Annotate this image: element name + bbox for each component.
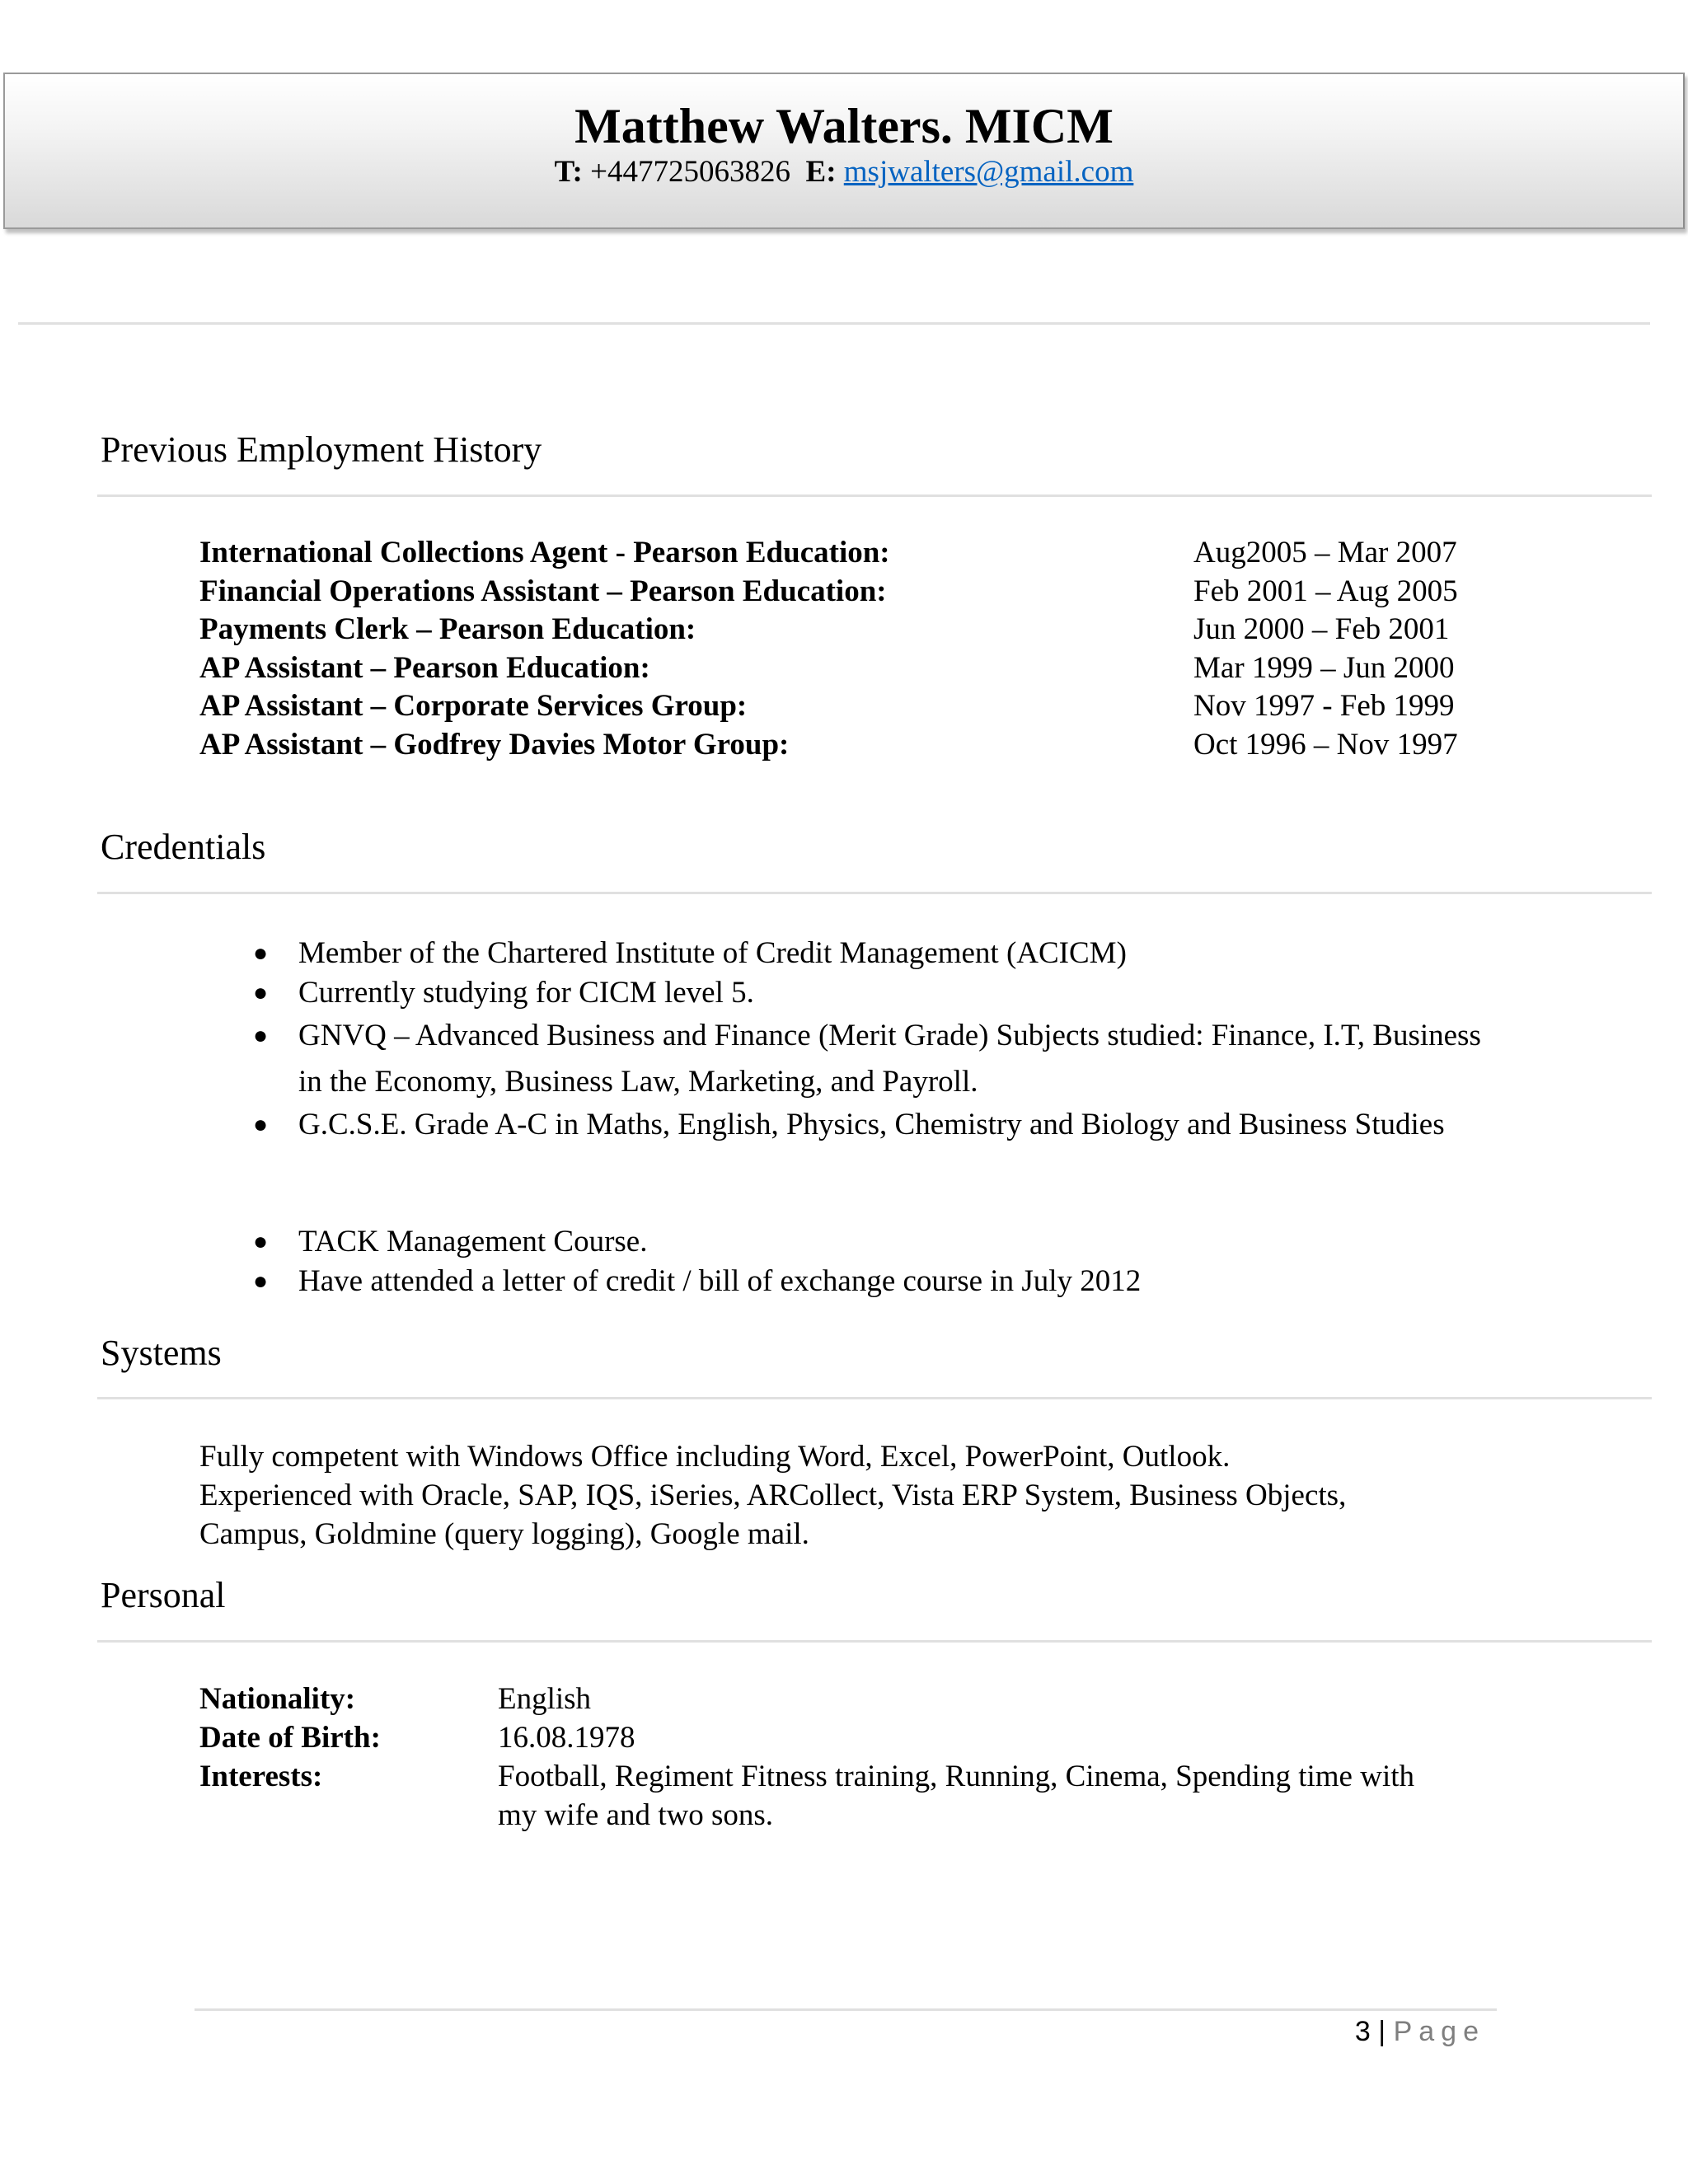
job-row — [199, 611, 1518, 649]
email-link[interactable]: msjwalters@gmail.com — [843, 155, 1134, 189]
systems-line: Experienced with Oracle, SAP, IQS, iSeries, ARCollect, Vista ERP System, Business Objects, — [199, 1479, 1347, 1512]
credential-text: Currently studying for CICM level 5. — [298, 976, 754, 1010]
bullet-icon: ● — [253, 1268, 269, 1295]
dob-value: 16.08.1978 — [498, 1721, 635, 1755]
job-dates: Mar 1999 – Jun 2000 — [1193, 650, 1455, 685]
credential-text: TACK Management Course. — [298, 1225, 648, 1258]
interests-value: Football, Regiment Fitness training, Running, Cinema, Spending time with my wife and two sons. — [498, 1760, 1415, 1832]
list-item — [253, 1013, 1485, 1105]
page-label: Page — [1393, 2016, 1485, 2047]
section-title-employment: Previous Employment History — [101, 429, 542, 470]
job-role: AP Assistant – Corporate Services Group: — [199, 689, 748, 723]
job-dates: Nov 1997 - Feb 1999 — [1193, 689, 1455, 723]
job-row — [199, 687, 1518, 726]
credential-text: GNVQ – Advanced Business and Finance (Merit Grade) Subjects studied: Finance, I.T, Business in the Economy, Business Law, Marketing, and Payroll. — [298, 1019, 1481, 1099]
systems-line: Campus, Goldmine (query logging), Google mail. — [199, 1517, 809, 1551]
list-item — [253, 1262, 1142, 1301]
divider — [97, 892, 1652, 894]
personal-row — [199, 1757, 1518, 1835]
job-role: AP Assistant – Godfrey Davies Motor Group: — [199, 727, 790, 762]
job-role: International Collections Agent - Pearson Education: — [199, 536, 890, 569]
credential-text: G.C.S.E. Grade A-C in Maths, English, Physics, Chemistry and Biology and Business Studies — [298, 1108, 1445, 1141]
job-role: Financial Operations Assistant – Pearson Education: — [199, 574, 887, 608]
job-dates: Feb 2001 – Aug 2005 — [1193, 574, 1458, 608]
personal-row — [199, 1680, 1518, 1718]
list-item — [253, 1104, 1445, 1146]
phone-number: +447725063826 — [590, 155, 791, 189]
divider — [97, 494, 1652, 497]
job-role: AP Assistant – Pearson Education: — [199, 650, 650, 685]
divider — [97, 1640, 1652, 1643]
job-dates: Aug2005 – Mar 2007 — [1193, 536, 1457, 569]
bullet-icon: ● — [253, 979, 269, 1006]
section-title-personal: Personal — [101, 1575, 226, 1615]
systems-text — [199, 1437, 1518, 1554]
credential-text: Have attended a letter of credit / bill of exchange course in July 2012 — [298, 1264, 1142, 1298]
bullet-icon: ● — [253, 1022, 269, 1049]
page-number-value: 3 — [1354, 2016, 1371, 2047]
email-label: E: — [805, 155, 837, 189]
bullet-icon: ● — [253, 940, 269, 967]
page-number — [1355, 2011, 1485, 2052]
interests-label: Interests: — [199, 1760, 323, 1793]
dob-label: Date of Birth: — [199, 1721, 381, 1755]
systems-line: Fully competent with Windows Office including Word, Excel, PowerPoint, Outlook. — [199, 1440, 1231, 1474]
section-title-systems: Systems — [101, 1333, 222, 1373]
nationality-label: Nationality: — [199, 1682, 356, 1716]
job-dates: Oct 1996 – Nov 1997 — [1193, 727, 1458, 762]
job-row — [199, 649, 1518, 688]
list-item — [253, 973, 754, 1013]
job-dates: Jun 2000 – Feb 2001 — [1193, 612, 1450, 646]
personal-row — [199, 1718, 1518, 1757]
nationality-value: English — [498, 1682, 592, 1716]
page-separator: | — [1378, 2016, 1386, 2047]
bullet-icon: ● — [253, 1228, 269, 1255]
candidate-name: Matthew Walters. MICM — [574, 99, 1114, 153]
footer-divider — [195, 2008, 1497, 2011]
credential-text: Member of the Chartered Institute of Credit Management (ACICM) — [298, 936, 1127, 970]
job-role: Payments Clerk – Pearson Education: — [199, 612, 696, 646]
section-title-credentials: Credentials — [101, 827, 266, 867]
divider — [18, 322, 1650, 325]
bullet-icon: ● — [253, 1111, 269, 1138]
job-row — [199, 534, 1518, 573]
contact-line — [0, 153, 1688, 191]
job-row — [199, 573, 1518, 612]
list-item — [253, 1222, 648, 1262]
divider — [97, 1397, 1652, 1399]
employment-list — [199, 534, 1518, 764]
phone-label: T: — [554, 155, 583, 189]
personal-details — [199, 1680, 1518, 1835]
list-item — [253, 934, 1127, 973]
job-row — [199, 726, 1518, 765]
